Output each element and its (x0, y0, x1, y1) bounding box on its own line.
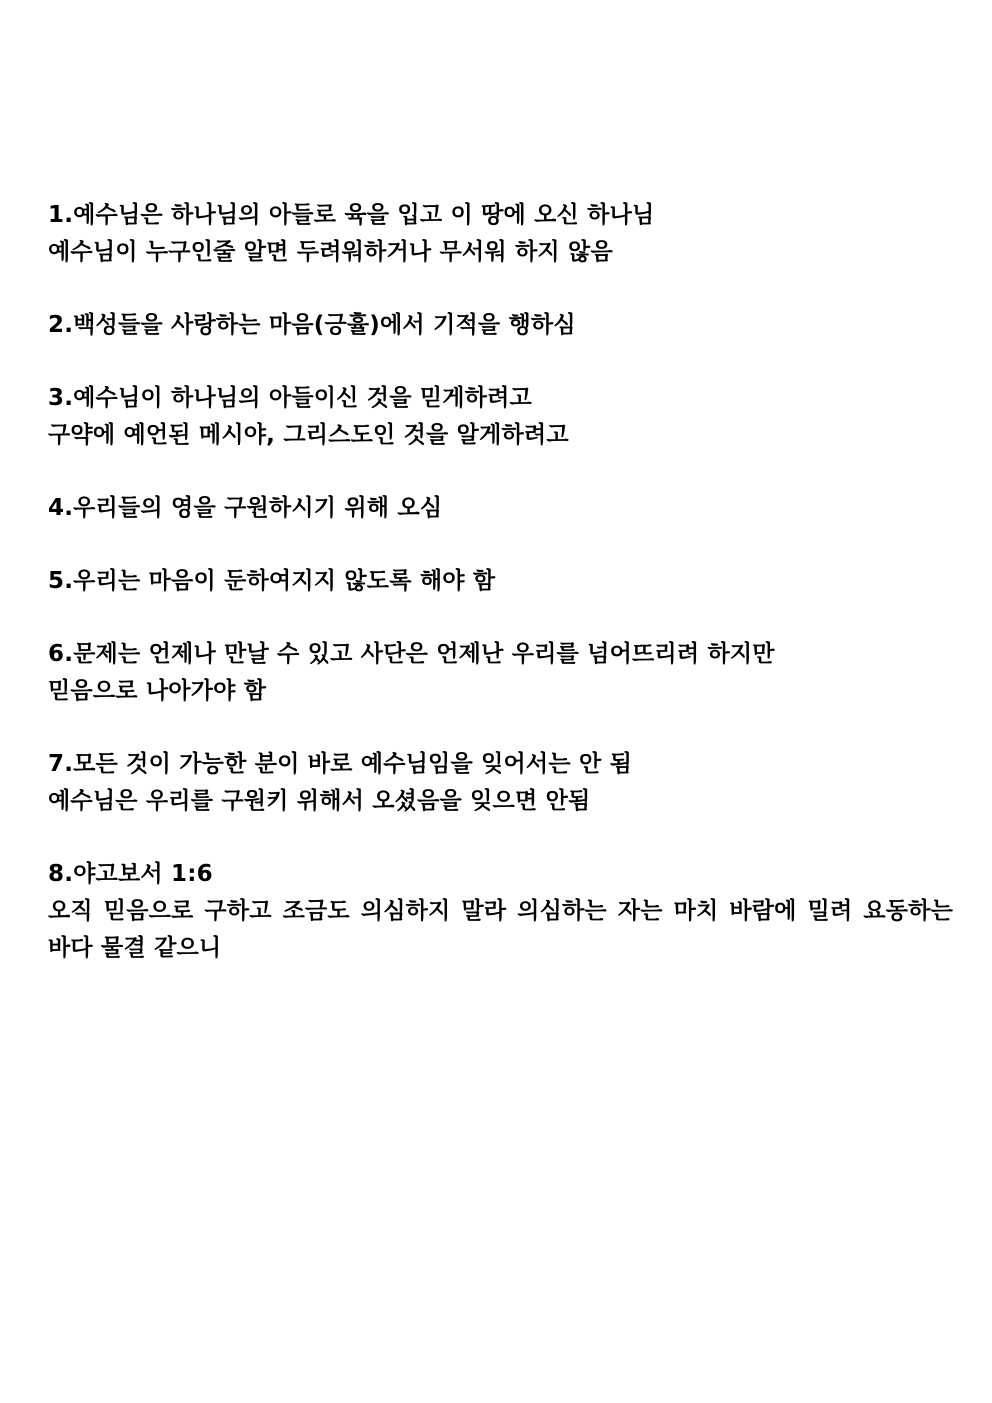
text-line: 5.우리는 마음이 둔하여지지 않도록 해야 함 (48, 568, 496, 594)
list-item-4 (48, 490, 953, 527)
list-item-7 (48, 746, 953, 820)
text-line: 오직 믿음으로 구하고 조금도 의심하지 말라 의심하는 자는 마치 바람에 밀려 요동하는 바다 물결 같으니 (48, 898, 953, 961)
list-item-5 (48, 563, 953, 600)
text-line: 예수님은 우리를 구원키 위해서 오셨음을 잊으면 안됨 (48, 788, 591, 814)
list-item-1 (48, 197, 953, 271)
text-line: 7.모든 것이 가능한 분이 바로 예수님임을 잊어서는 안 됨 (48, 751, 632, 777)
document-body (48, 197, 953, 1003)
list-item-2 (48, 307, 953, 344)
text-line: 예수님이 누구인줄 알면 두려워하거나 무서워 하지 않음 (48, 239, 613, 265)
text-line: 1.예수님은 하나님의 아들로 육을 입고 이 땅에 오신 하나님 (48, 202, 655, 228)
list-item-3 (48, 380, 953, 454)
text-line: 3.예수님이 하나님의 아들이신 것을 믿게하려고 (48, 385, 532, 411)
text-line: 8.야고보서 1:6 (48, 861, 213, 887)
list-item-8 (48, 856, 953, 967)
text-line: 4.우리들의 영을 구원하시기 위해 오심 (48, 495, 443, 521)
text-line: 6.문제는 언제나 만날 수 있고 사단은 언제난 우리를 넘어뜨리려 하지만 (48, 641, 775, 667)
list-item-6 (48, 636, 953, 710)
text-line: 믿음으로 나아가야 함 (48, 678, 267, 704)
text-line: 2.백성들을 사랑하는 마음(긍휼)에서 기적을 행하심 (48, 312, 576, 338)
text-line: 구약에 예언된 메시야, 그리스도인 것을 알게하려고 (48, 422, 569, 448)
